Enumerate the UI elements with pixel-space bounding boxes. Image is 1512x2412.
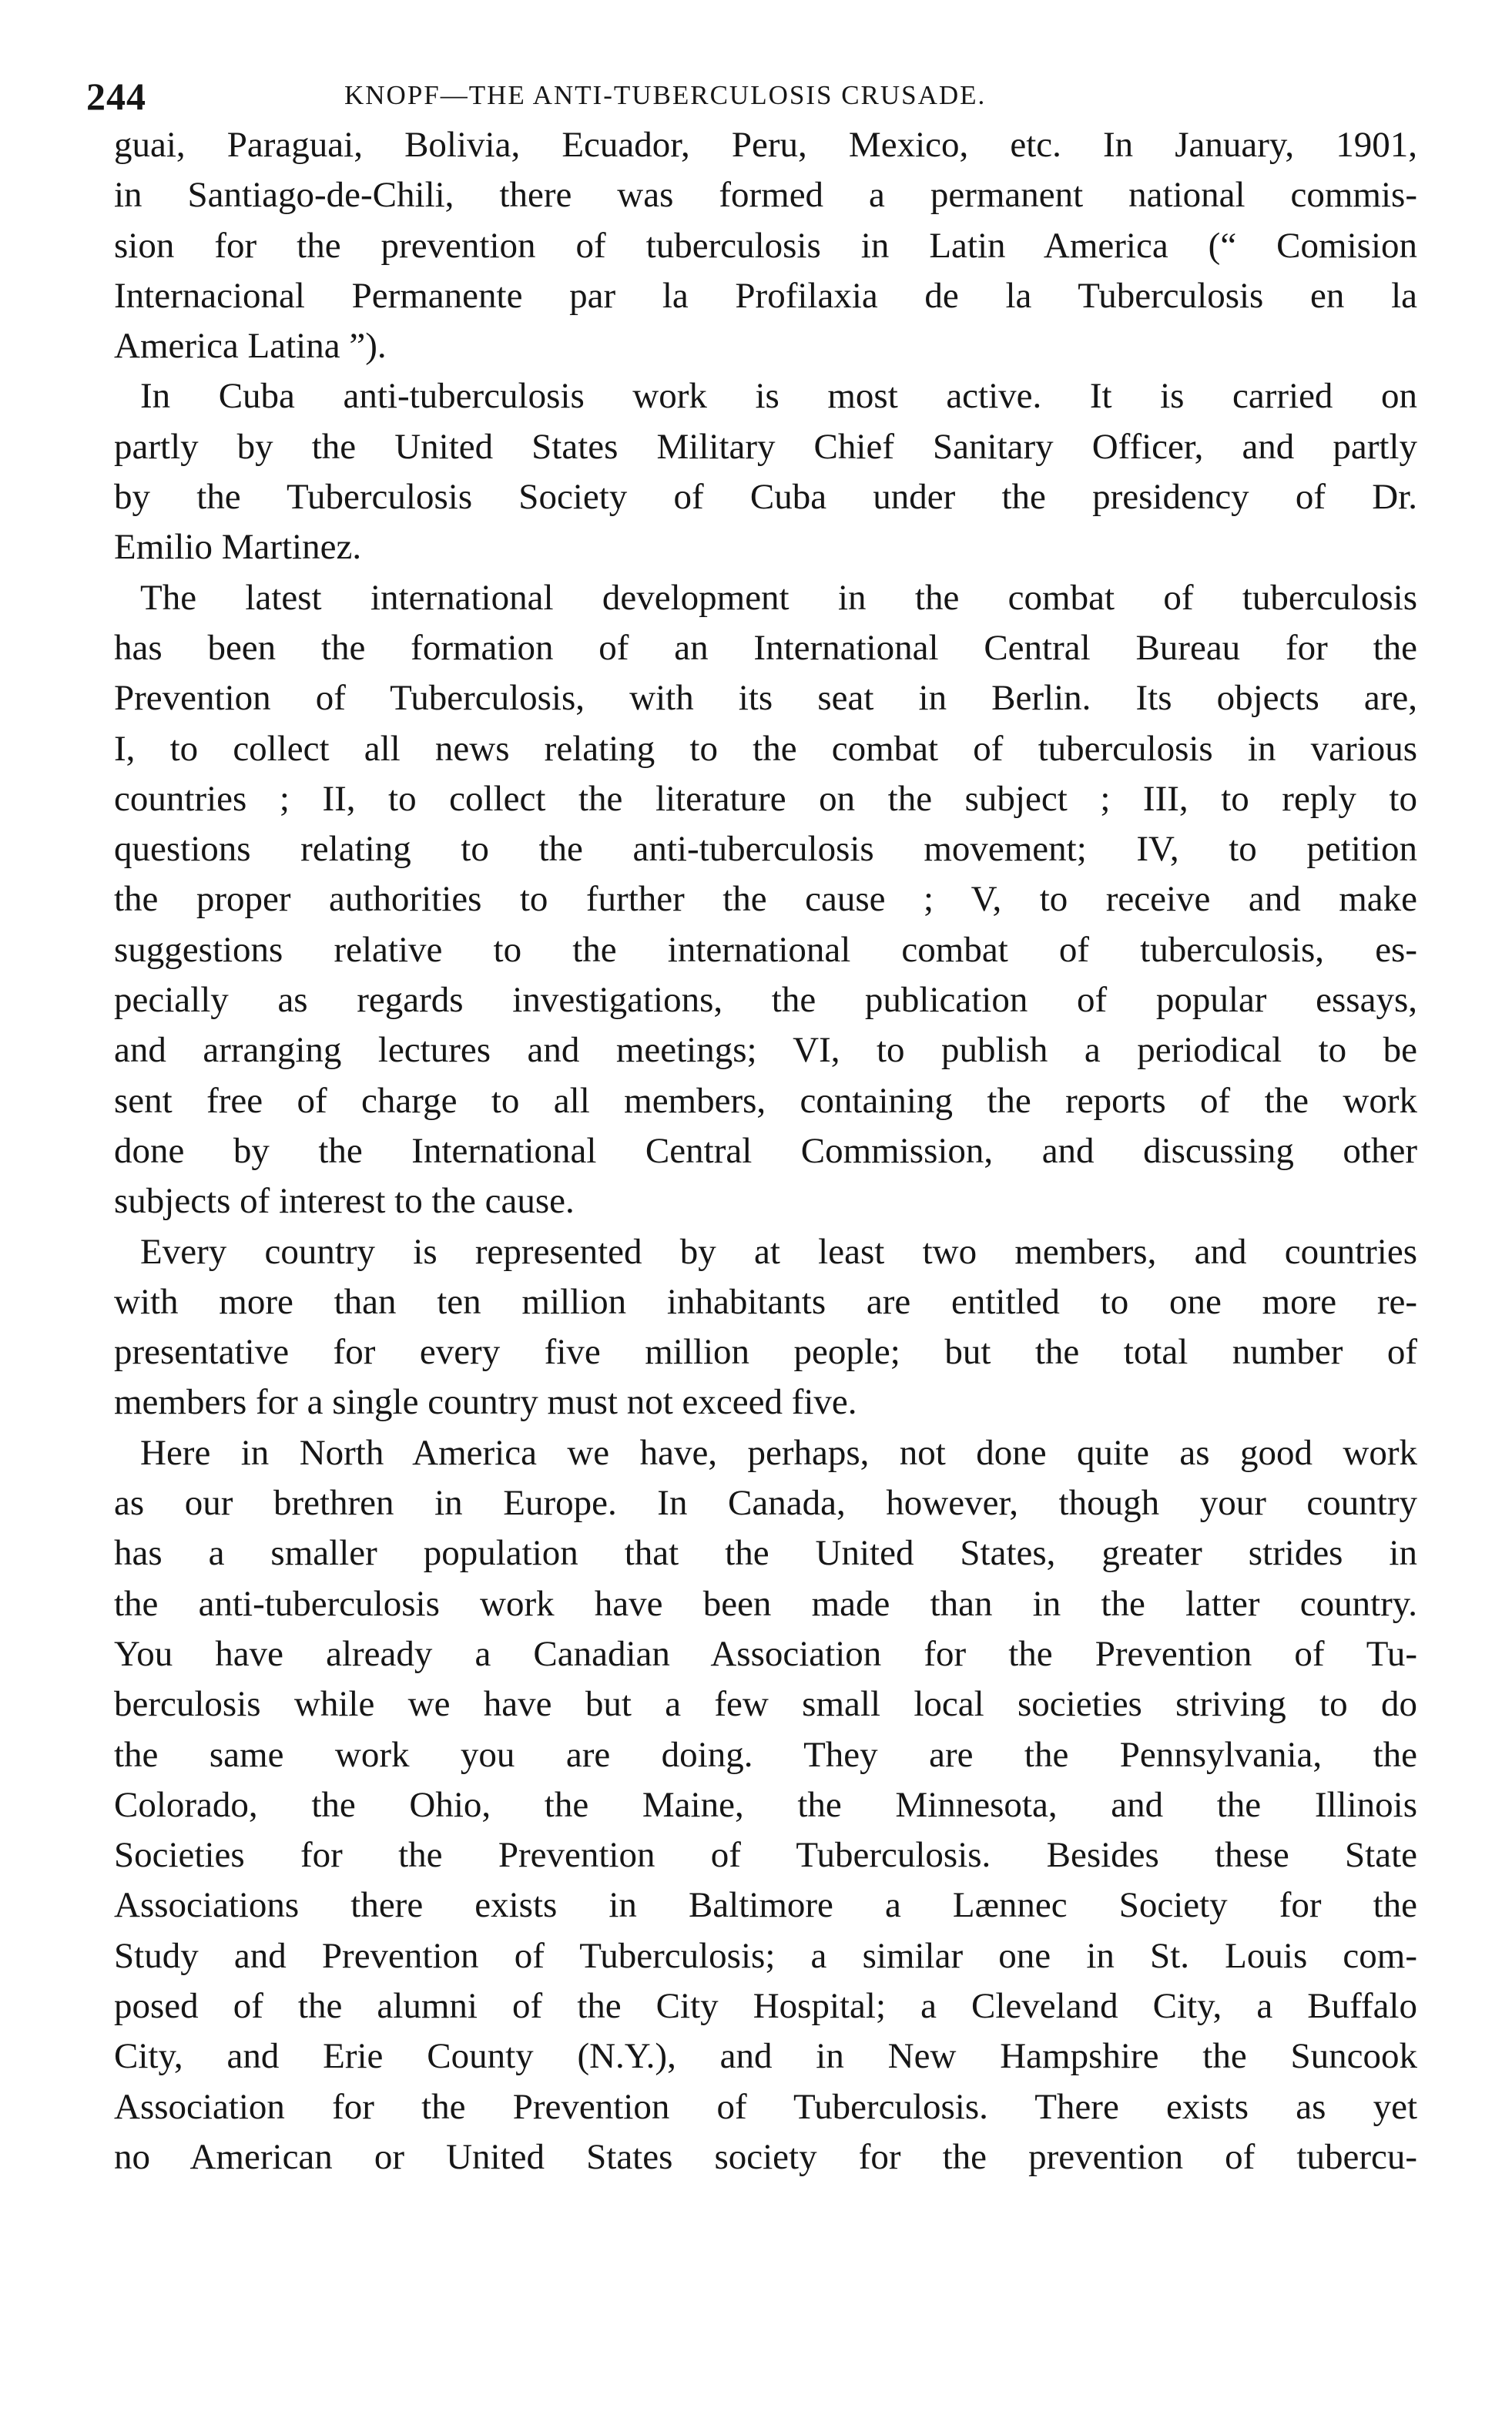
text-line: sent free of charge to all members, containing the reports of the work	[114, 1080, 1417, 1121]
text-line: Here in North America we have, perhaps, not done quite as good work	[140, 1432, 1417, 1473]
text-line: In Cuba anti-tuberculosis work is most active. It is carried on	[140, 376, 1417, 417]
text-line: as our brethren in Europe. In Canada, however, though your country	[114, 1483, 1417, 1524]
text-line: America Latina ”).	[114, 326, 387, 367]
text-line: sion for the prevention of tuberculosis in Latin America (“ Comision	[114, 225, 1417, 266]
text-line: City, and Erie County (N.Y.), and in New Hampshire the Suncook	[114, 2036, 1417, 2077]
text-line: pecially as regards investigations, the publication of popular essays,	[114, 980, 1417, 1021]
text-line: subjects of interest to the cause.	[114, 1181, 575, 1222]
text-line: presentative for every five million people; but the total number of	[114, 1332, 1417, 1373]
text-line: by the Tuberculosis Society of Cuba under the presidency of Dr.	[114, 477, 1417, 518]
text-line: with more than ten million inhabitants are entitled to one more re-	[114, 1281, 1417, 1322]
text-line: in Santiago-de-Chili, there was formed a permanent national commis-	[114, 175, 1417, 216]
text-line: I, to collect all news relating to the combat of tuberculosis in various	[114, 728, 1417, 769]
text-line: You have already a Canadian Association for the Prevention of Tu-	[114, 1633, 1417, 1674]
text-line: the same work you are doing. They are the Pennsylvania, the	[114, 1734, 1417, 1775]
text-line: guai, Paraguai, Bolivia, Ecuador, Peru, Mexico, etc. In January, 1901,	[114, 125, 1417, 165]
text-line: members for a single country must not exceed five.	[114, 1382, 857, 1423]
text-line: partly by the United States Military Chief Sanitary Officer, and partly	[114, 426, 1417, 467]
text-line: posed of the alumni of the City Hospital; a Cleveland City, a Buffalo	[114, 1985, 1417, 2026]
page-number: 244	[86, 75, 146, 118]
text-line: Association for the Prevention of Tuberculosis. There exists as yet	[114, 2086, 1417, 2127]
text-line: has a smaller population that the United States, greater strides in	[114, 1533, 1417, 1574]
running-head: KNOPF—THE ANTI-TUBERCULOSIS CRUSADE.	[344, 80, 987, 110]
text-line: Every country is represented by at least two members, and countries	[140, 1231, 1417, 1272]
text-line: the anti-tuberculosis work have been made than in the latter country.	[114, 1583, 1417, 1624]
text-line: Emilio Martinez.	[114, 527, 362, 568]
text-line: has been the formation of an International Central Bureau for the	[114, 627, 1417, 668]
text-line: Prevention of Tuberculosis, with its seat in Berlin. Its objects are,	[114, 678, 1417, 719]
text-line: berculosis while we have but a few small local societies striving to do	[114, 1684, 1417, 1725]
body-text	[114, 120, 1417, 2182]
text-line: The latest international development in the combat of tuberculosis	[140, 577, 1417, 618]
text-line: Internacional Permanente par la Profilaxia de la Tuberculosis en la	[114, 275, 1417, 316]
text-line: questions relating to the anti-tuberculosis movement; IV, to petition	[114, 829, 1417, 870]
text-line: done by the International Central Commission, and discussing other	[114, 1130, 1417, 1171]
text-line: countries ; II, to collect the literature on the subject ; III, to reply to	[114, 778, 1417, 819]
page-header	[86, 74, 1419, 120]
text-line: Associations there exists in Baltimore a Lænnec Society for the	[114, 1885, 1417, 1926]
text-line: and arranging lectures and meetings; VI, to publish a periodical to be	[114, 1030, 1417, 1071]
text-line: suggestions relative to the international combat of tuberculosis, es-	[114, 929, 1417, 970]
text-line: the proper authorities to further the cause ; V, to receive and make	[114, 879, 1417, 920]
text-line: Colorado, the Ohio, the Maine, the Minnesota, and the Illinois	[114, 1784, 1417, 1825]
text-line: Study and Prevention of Tuberculosis; a similar one in St. Louis com-	[114, 1935, 1417, 1976]
text-line: no American or United States society for the prevention of tubercu-	[114, 2136, 1417, 2177]
text-line: Societies for the Prevention of Tuberculosis. Besides these State	[114, 1835, 1417, 1876]
